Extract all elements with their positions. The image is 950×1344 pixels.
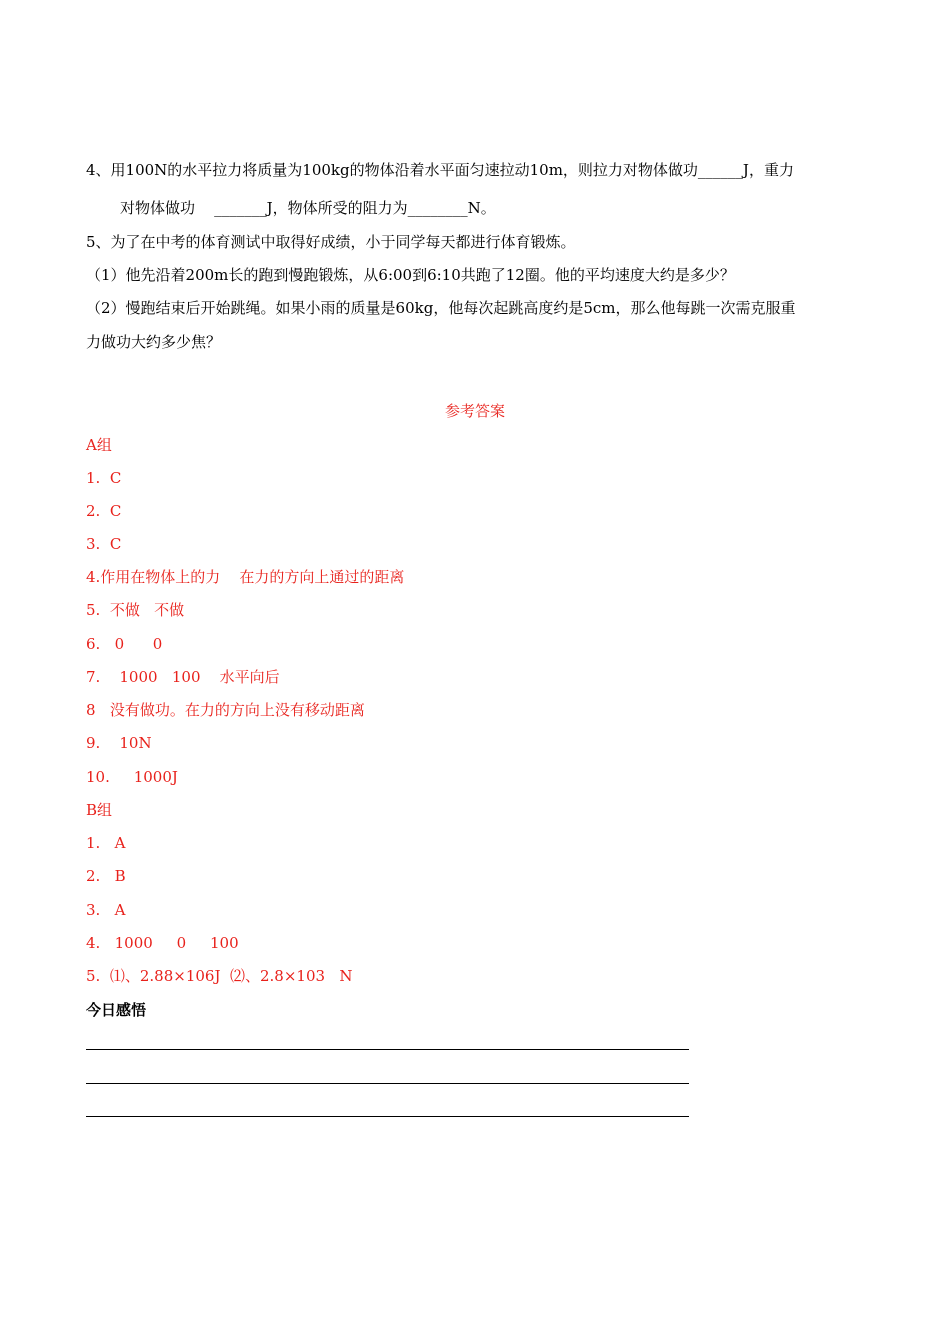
question-4-line-1: 4、用100N的水平拉力将质量为100kg的物体沿着水平面匀速拉动10m，则拉力对物体做功______J，重力 <box>86 161 794 179</box>
answer-a-6: 6. 0 0 <box>86 635 163 653</box>
question-5-intro: 5、为了在中考的体育测试中取得好成绩，小于同学每天都进行体育锻炼。 <box>86 233 576 251</box>
answer-a-5: 5. 不做 不做 <box>86 601 185 619</box>
answers-title: 参考答案 <box>444 402 505 420</box>
group-b-label: B组 <box>86 801 113 819</box>
question-5-part-2-line-1: （2）慢跑结束后开始跳绳。如果小雨的质量是60kg，他每次起跳高度约是5cm，那么他每跳一次需克服重 <box>86 299 796 317</box>
answer-a-10: 10. 1000J <box>86 768 178 786</box>
group-a-label: A组 <box>86 436 112 454</box>
answer-b-2: 2. B <box>86 867 126 885</box>
answer-b-1: 1. A <box>86 834 126 852</box>
question-4-line-2: 对物体做功 _______J，物体所受的阻力为________N。 <box>120 199 496 217</box>
answer-a-2: 2. C <box>86 502 122 520</box>
reflection-title: 今日感悟 <box>86 1001 147 1019</box>
reflection-line-2 <box>86 1083 689 1084</box>
answer-a-3: 3. C <box>86 535 122 553</box>
answer-a-9: 9. 10N <box>86 734 152 752</box>
answer-a-4: 4.作用在物体上的力 在力的方向上通过的距离 <box>86 568 405 586</box>
answer-a-1: 1. C <box>86 469 122 487</box>
answer-b-5: 5. ⑴、2.88×106J ⑵、2.8×103 N <box>86 967 353 985</box>
answer-a-7: 7. 1000 100 水平向后 <box>86 668 280 686</box>
question-5-part-2-line-2: 力做功大约多少焦？ <box>86 333 222 351</box>
answer-b-3: 3. A <box>86 901 126 919</box>
answer-a-8: 8 没有做功。在力的方向上没有移动距离 <box>86 701 365 719</box>
reflection-line-1 <box>86 1049 689 1050</box>
reflection-line-3 <box>86 1116 689 1117</box>
answer-b-4: 4. 1000 0 100 <box>86 934 239 952</box>
question-5-part-1: （1）他先沿着200m长的跑到慢跑锻炼，从6:00到6:10共跑了12圈。他的平均速度大约是多少？ <box>86 266 735 284</box>
